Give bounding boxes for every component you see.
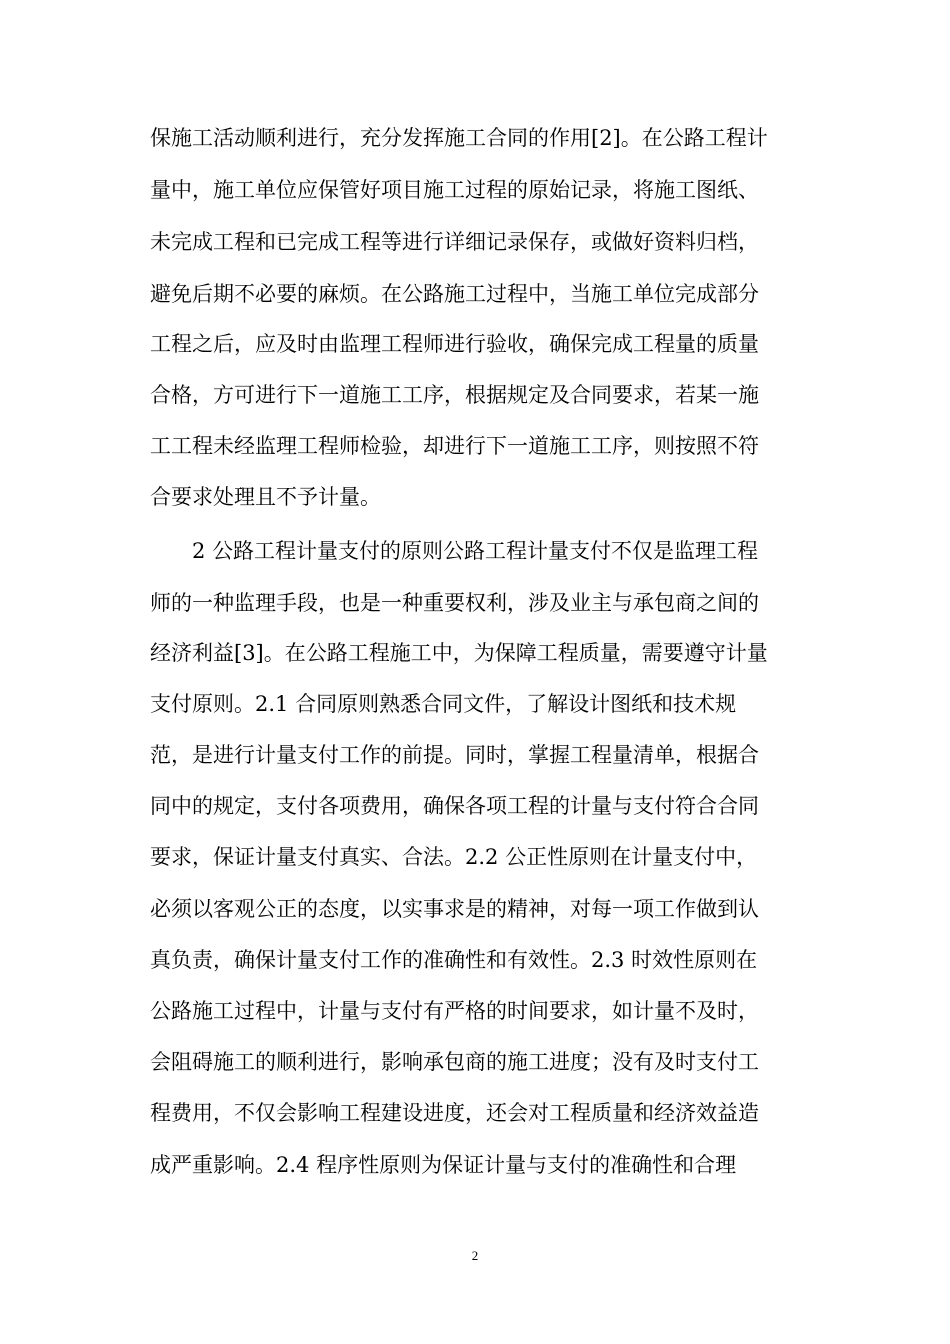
text-line: 合要求处理且不予计量。 (150, 485, 381, 509)
text-line: 工工程未经监理工程师检验，却进行下一道施工工序，则按照不符 (150, 434, 759, 458)
page-number: 2 (471, 1248, 479, 1263)
text-line: 同中的规定，支付各项费用，确保各项工程的计量与支付符合合同 (150, 794, 759, 818)
text-line: 公路施工过程中，计量与支付有严格的时间要求，如计量不及时， (150, 999, 759, 1023)
text-line: 程费用，不仅会影响工程建设进度，还会对工程质量和经济效益造 (150, 1101, 759, 1125)
text-line: 范，是进行计量支付工作的前提。同时，掌握工程量清单，根据合 (150, 743, 759, 767)
text-line: 避免后期不必要的麻烦。在公路施工过程中，当施工单位完成部分 (150, 282, 759, 306)
text-line: 会阻碍施工的顺利进行，影响承包商的施工进度；没有及时支付工 (150, 1050, 759, 1074)
text-line: 支付原则。2.1 合同原则熟悉合同文件，了解设计图纸和技术规 (150, 692, 737, 716)
text-line: 2 公路工程计量支付的原则公路工程计量支付不仅是监理工程 (192, 539, 759, 563)
text-line: 保施工活动顺利进行，充分发挥施工合同的作用[2]。在公路工程计 (150, 126, 768, 150)
text-line: 合格，方可进行下一道施工工序，根据规定及合同要求，若某一施 (150, 383, 759, 407)
text-line: 要求，保证计量支付真实、合法。2.2 公正性原则在计量支付中， (150, 845, 758, 869)
text-line: 工程之后，应及时由监理工程师进行验收，确保完成工程量的质量 (150, 332, 759, 356)
text-line: 量中，施工单位应保管好项目施工过程的原始记录，将施工图纸、 (150, 178, 759, 202)
text-line: 成严重影响。2.4 程序性原则为保证计量与支付的准确性和合理 (150, 1153, 737, 1177)
text-line: 真负责，确保计量支付工作的准确性和有效性。2.3 时效性原则在 (150, 948, 758, 972)
text-line: 必须以客观公正的态度，以实事求是的精神，对每一项工作做到认 (150, 897, 759, 921)
text-line: 经济利益[3]。在公路工程施工中，为保障工程质量，需要遵守计量 (150, 641, 768, 665)
text-line: 师的一种监理手段，也是一种重要权利，涉及业主与承包商之间的 (150, 591, 759, 615)
text-line: 未完成工程和已完成工程等进行详细记录保存，或做好资料归档， (150, 230, 759, 254)
